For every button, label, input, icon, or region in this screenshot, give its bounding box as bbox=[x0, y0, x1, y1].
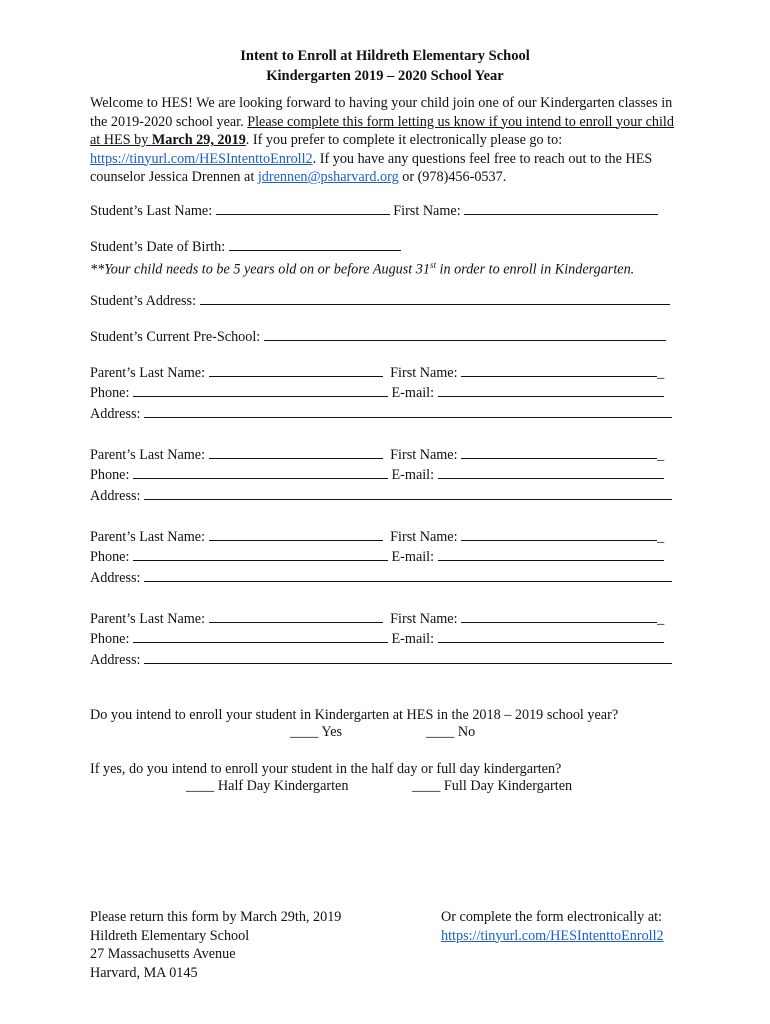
intro-underlined-text: Please complete this form letting us know if you intend to enroll your child at HES by March 29, 2019 bbox=[90, 113, 674, 148]
parent-last-name-field[interactable] bbox=[209, 445, 383, 459]
parent-4-address-row bbox=[90, 650, 672, 669]
age-requirement-note: **Your child needs to be 5 years old on or before August 31st in order to enroll in Kindergarten. bbox=[90, 260, 635, 278]
student-dob-row bbox=[90, 237, 401, 256]
student-last-name-label: Student’s Last Name: bbox=[90, 203, 213, 219]
parent-1-address-row bbox=[90, 404, 672, 423]
electronic-option bbox=[441, 908, 664, 945]
parent-4-name-row bbox=[90, 609, 664, 628]
parent-first-name-label: First Name: bbox=[390, 611, 458, 627]
deadline-date: March 29, 2019 bbox=[151, 132, 246, 148]
parent-email-label: E-mail: bbox=[391, 385, 435, 401]
parent-address-field[interactable] bbox=[144, 486, 672, 500]
parent-email-label: E-mail: bbox=[391, 549, 435, 565]
parent-1-name-row bbox=[90, 363, 664, 382]
student-preschool-field[interactable] bbox=[264, 327, 666, 341]
student-preschool-label: Student’s Current Pre-School: bbox=[90, 329, 261, 345]
student-address-field[interactable] bbox=[200, 291, 670, 305]
parent-first-name-label: First Name: bbox=[390, 447, 458, 463]
trailing-mark: _ bbox=[657, 529, 665, 545]
electronic-label: Or complete the form electronically at: bbox=[441, 909, 662, 925]
parent-last-name-field[interactable] bbox=[209, 363, 383, 377]
student-last-name-field[interactable] bbox=[216, 201, 390, 215]
student-dob-label: Student’s Date of Birth: bbox=[90, 239, 226, 255]
intro-text-3: . If you have any questions feel free to reach out to the HES counselor Jessica Drennen at bbox=[90, 150, 653, 185]
intro-text-2: . If you prefer to complete it electronically please go to: bbox=[245, 132, 563, 148]
parent-last-name-label: Parent’s Last Name: bbox=[90, 611, 206, 627]
parent-email-field[interactable] bbox=[438, 547, 664, 561]
parent-phone-label: Phone: bbox=[90, 549, 130, 565]
parent-3-address-row bbox=[90, 568, 672, 587]
parent-phone-label: Phone: bbox=[90, 631, 130, 647]
parent-address-field[interactable] bbox=[144, 404, 672, 418]
parent-address-label: Address: bbox=[90, 406, 141, 422]
parent-phone-field[interactable] bbox=[133, 547, 388, 561]
parent-first-name-field[interactable] bbox=[461, 445, 657, 459]
parent-first-name-label: First Name: bbox=[390, 365, 458, 381]
parent-4-contact-row bbox=[90, 629, 664, 648]
half-day-option[interactable]: ____ Half Day Kindergarten bbox=[186, 778, 349, 794]
parent-phone-field[interactable] bbox=[133, 629, 388, 643]
parent-last-name-label: Parent’s Last Name: bbox=[90, 365, 206, 381]
parent-email-field[interactable] bbox=[438, 629, 664, 643]
parent-2-address-row bbox=[90, 486, 672, 505]
return-deadline: Please return this form by March 29th, 2019 bbox=[90, 909, 342, 925]
student-first-name-field[interactable] bbox=[464, 201, 658, 215]
parent-phone-field[interactable] bbox=[133, 383, 388, 397]
parent-first-name-field[interactable] bbox=[461, 527, 657, 541]
parent-email-label: E-mail: bbox=[391, 467, 435, 483]
parent-address-label: Address: bbox=[90, 652, 141, 668]
student-name-row bbox=[90, 201, 658, 220]
counselor-email-link[interactable]: jdrennen@psharvard.org bbox=[257, 169, 399, 185]
parent-first-name-field[interactable] bbox=[461, 609, 657, 623]
intro-text-1: Welcome to HES! We are looking forward to having your child join one of our Kindergarten classes in the 2019-2020 school year. bbox=[90, 95, 673, 130]
parent-email-field[interactable] bbox=[438, 383, 664, 397]
parent-first-name-label: First Name: bbox=[390, 529, 458, 545]
student-address-row bbox=[90, 291, 670, 310]
enroll-no-option[interactable]: ____ No bbox=[426, 724, 476, 740]
intro-paragraph bbox=[90, 94, 680, 187]
parent-phone-label: Phone: bbox=[90, 467, 130, 483]
parent-address-label: Address: bbox=[90, 570, 141, 586]
parent-email-label: E-mail: bbox=[391, 631, 435, 647]
parent-phone-label: Phone: bbox=[90, 385, 130, 401]
enroll-question: Do you intend to enroll your student in Kindergarten at HES in the 2018 – 2019 school year? bbox=[90, 707, 619, 723]
student-dob-field[interactable] bbox=[229, 237, 401, 251]
parent-last-name-label: Parent’s Last Name: bbox=[90, 529, 206, 545]
school-city: Harvard, MA 0145 bbox=[90, 964, 198, 981]
parent-last-name-label: Parent’s Last Name: bbox=[90, 447, 206, 463]
parent-3-contact-row bbox=[90, 547, 664, 566]
parent-address-label: Address: bbox=[90, 488, 141, 504]
parent-2-contact-row bbox=[90, 465, 664, 484]
full-day-option[interactable]: ____ Full Day Kindergarten bbox=[412, 778, 573, 794]
parent-last-name-field[interactable] bbox=[209, 527, 383, 541]
parent-phone-field[interactable] bbox=[133, 465, 388, 479]
school-name: Hildreth Elementary School bbox=[90, 927, 250, 944]
parent-3-name-row bbox=[90, 527, 664, 546]
electronic-form-link[interactable]: https://tinyurl.com/HESIntenttoEnroll2 bbox=[441, 927, 664, 944]
parent-2-name-row bbox=[90, 445, 664, 464]
trailing-mark: _ bbox=[657, 611, 665, 627]
form-title: Intent to Enroll at Hildreth Elementary School bbox=[240, 48, 530, 64]
student-first-name-label: First Name: bbox=[393, 203, 461, 219]
parent-email-field[interactable] bbox=[438, 465, 664, 479]
enroll-yes-option[interactable]: ____ Yes bbox=[290, 724, 343, 740]
parent-address-field[interactable] bbox=[144, 650, 672, 664]
parent-last-name-field[interactable] bbox=[209, 609, 383, 623]
parent-1-contact-row bbox=[90, 383, 664, 402]
form-subtitle: Kindergarten 2019 – 2020 School Year bbox=[266, 68, 504, 84]
intro-text-4: or (978)456-0537. bbox=[398, 169, 507, 185]
parent-address-field[interactable] bbox=[144, 568, 672, 582]
student-preschool-row bbox=[90, 327, 666, 346]
online-form-link[interactable]: https://tinyurl.com/HESIntenttoEnroll2 bbox=[90, 150, 313, 167]
day-length-question: If yes, do you intend to enroll your student in the half day or full day kindergarten? bbox=[90, 761, 562, 777]
parent-first-name-field[interactable] bbox=[461, 363, 657, 377]
trailing-mark: _ bbox=[657, 365, 665, 381]
trailing-mark: _ bbox=[657, 447, 665, 463]
school-street: 27 Massachusetts Avenue bbox=[90, 946, 236, 962]
return-instructions bbox=[90, 908, 341, 982]
student-address-label: Student’s Address: bbox=[90, 293, 197, 309]
